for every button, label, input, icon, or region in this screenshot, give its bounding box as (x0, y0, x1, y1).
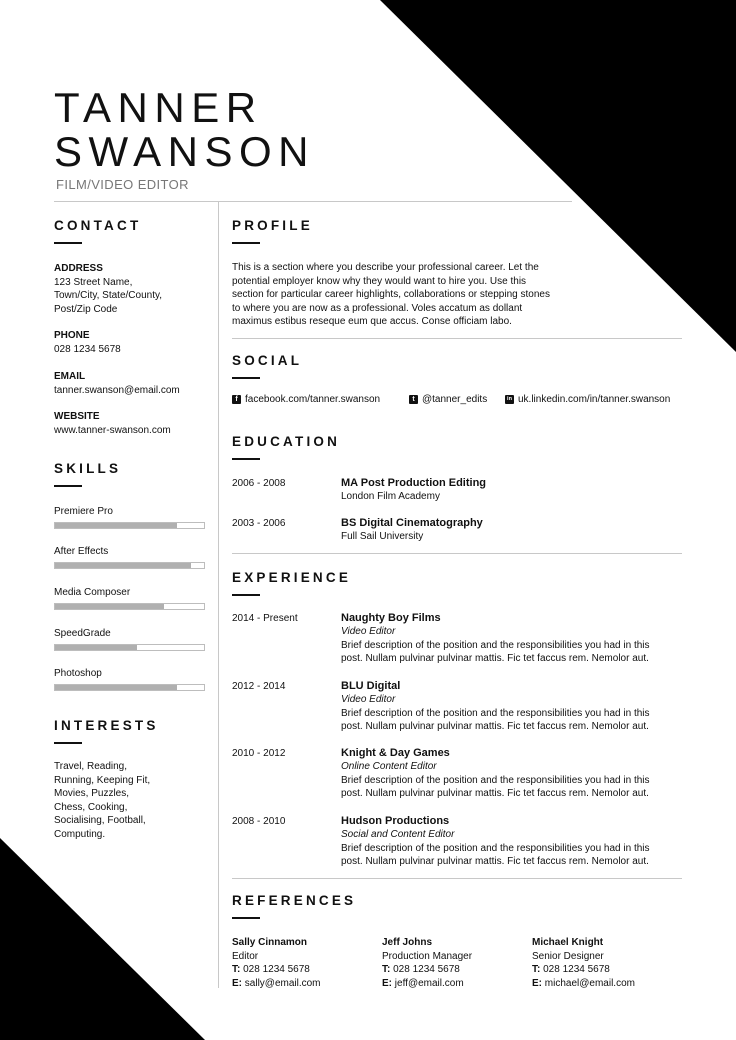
skill-item (54, 627, 205, 651)
references-heading: REFERENCES (232, 893, 357, 908)
reference-phone (232, 963, 321, 977)
reference-phone (532, 963, 635, 977)
column-divider (218, 201, 219, 988)
reference-phone-value: 028 1234 5678 (243, 964, 310, 975)
section-divider (232, 878, 682, 879)
education-school: London Film Academy (341, 491, 440, 502)
reference-card (532, 936, 635, 990)
experience-description: Brief description of the position and the responsibilities you had in this post. Nullam pulvinar pulvinar mattis. Fic tet faccus rem. Nemolor aut. (341, 707, 650, 733)
education-degree: BS Digital Cinematography (341, 517, 483, 529)
education-degree: MA Post Production Editing (341, 477, 487, 489)
contact-heading: CONTACT (54, 218, 142, 233)
reference-email-value[interactable]: jeff@email.com (394, 977, 464, 989)
experience-role: Video Editor (341, 626, 396, 637)
reference-title: Editor (232, 950, 259, 962)
experience-description: Brief description of the position and the responsibilities you had in this post. Nullam pulvinar pulvinar mattis. Fic tet faccus rem. Nemolor aut. (341, 639, 650, 665)
skills-heading-underline (54, 485, 82, 487)
reference-card (232, 936, 321, 990)
interests-list: Travel, Reading, Running, Keeping Fit, Movies, Puzzles, Chess, Cooking, Socialising, Football, Computing. (54, 761, 151, 840)
phone-value: 028 1234 5678 (54, 343, 121, 355)
skill-bar (54, 644, 205, 651)
experience-company: Naughty Boy Films (341, 612, 441, 624)
skill-bar (54, 603, 205, 610)
reference-email-value[interactable]: sally@email.com (244, 977, 321, 989)
education-dates: 2006 - 2008 (232, 478, 286, 489)
skill-name: Premiere Pro (54, 506, 113, 517)
reference-name: Jeff Johns (382, 937, 433, 948)
job-title: FILM/VIDEO EDITOR (56, 177, 189, 192)
social-heading: SOCIAL (232, 353, 303, 368)
experience-heading-underline (232, 594, 260, 596)
experience-details (341, 746, 671, 801)
skill-item (54, 586, 205, 610)
skill-bar-fill (55, 685, 177, 690)
reference-email-value[interactable]: michael@email.com (544, 977, 635, 989)
phone-prefix: T: (532, 964, 541, 975)
phone-prefix: T: (232, 964, 241, 975)
bottom-left-triangle (0, 838, 205, 1040)
address-value: 123 Street Name, Town/City, State/County, Post/Zip Code (54, 276, 163, 315)
skill-bar-fill (55, 645, 137, 650)
social-facebook[interactable] (232, 394, 380, 405)
skill-bar (54, 562, 205, 569)
contact-heading-underline (54, 242, 82, 244)
experience-dates: 2012 - 2014 (232, 681, 286, 692)
experience-company: BLU Digital (341, 680, 401, 692)
experience-dates: 2014 - Present (232, 613, 298, 624)
reference-email (382, 977, 472, 991)
skill-item (54, 545, 205, 569)
profile-text: This is a section where you describe your professional career. Let the potential employer know why they would want to hire you. Use this section for particular career highlights, collaborations or stepping stones to where you are now as a professional. Voles accatum as dollant maximus estibus reseque eum que accus. Conse officiam labo. (232, 262, 550, 328)
reference-name: Sally Cinnamon (232, 937, 308, 948)
skill-name: After Effects (54, 546, 109, 557)
candidate-name (54, 86, 315, 174)
experience-heading: EXPERIENCE (232, 570, 352, 585)
social-twitter[interactable] (409, 394, 487, 405)
contact-phone (54, 329, 121, 356)
experience-dates: 2010 - 2012 (232, 748, 286, 759)
reference-phone-value: 028 1234 5678 (543, 964, 610, 975)
reference-email (532, 977, 635, 991)
experience-details (341, 611, 671, 666)
social-linkedin[interactable] (505, 394, 670, 405)
reference-email (232, 977, 321, 991)
education-school: Full Sail University (341, 531, 424, 542)
profile-heading-underline (232, 242, 260, 244)
education-dates: 2003 - 2006 (232, 518, 286, 529)
reference-title: Senior Designer (532, 950, 604, 962)
skill-bar (54, 522, 205, 529)
skill-name: Media Composer (54, 587, 131, 598)
reference-title: Production Manager (382, 950, 473, 962)
education-heading: EDUCATION (232, 434, 341, 449)
experience-role: Video Editor (341, 694, 396, 705)
education-heading-underline (232, 458, 260, 460)
skill-bar (54, 684, 205, 691)
contact-website (54, 410, 171, 437)
email-label: EMAIL (54, 371, 86, 382)
skill-name: Photoshop (54, 668, 102, 679)
linkedin-icon: in (505, 395, 514, 404)
experience-details (341, 814, 671, 869)
header-divider (54, 201, 572, 202)
facebook-link[interactable]: facebook.com/tanner.swanson (245, 394, 381, 405)
references-heading-underline (232, 917, 260, 919)
experience-role: Social and Content Editor (341, 829, 455, 840)
experience-details (341, 679, 671, 734)
profile-heading: PROFILE (232, 218, 313, 233)
twitter-link[interactable]: @tanner_edits (422, 394, 488, 405)
skill-bar-fill (55, 563, 191, 568)
experience-role: Online Content Editor (341, 761, 437, 772)
social-heading-underline (232, 377, 260, 379)
education-details (341, 516, 671, 544)
experience-dates: 2008 - 2010 (232, 816, 286, 827)
website-value[interactable]: www.tanner-swanson.com (54, 424, 171, 436)
first-name: TANNER (54, 84, 263, 131)
email-prefix: E: (532, 977, 542, 989)
address-label: ADDRESS (54, 263, 103, 274)
education-details (341, 476, 671, 504)
email-value[interactable]: tanner.swanson@email.com (54, 384, 180, 396)
reference-phone-value: 028 1234 5678 (393, 964, 460, 975)
contact-address (54, 262, 162, 316)
last-name: SWANSON (54, 128, 315, 175)
linkedin-link[interactable]: uk.linkedin.com/in/tanner.swanson (518, 394, 671, 405)
section-divider (232, 338, 682, 339)
email-prefix: E: (232, 977, 242, 989)
phone-label: PHONE (54, 330, 90, 341)
experience-description: Brief description of the position and the responsibilities you had in this post. Nullam pulvinar pulvinar mattis. Fic tet faccus rem. Nemolor aut. (341, 842, 650, 868)
reference-name: Michael Knight (532, 937, 604, 948)
skill-bar-fill (55, 523, 177, 528)
experience-company: Knight & Day Games (341, 747, 450, 759)
interests-heading-underline (54, 742, 82, 744)
facebook-icon: f (232, 395, 241, 404)
skill-bar-fill (55, 604, 164, 609)
skill-name: SpeedGrade (54, 628, 111, 639)
phone-prefix: T: (382, 964, 391, 975)
twitter-icon: t (409, 395, 418, 404)
interests-heading: INTERESTS (54, 718, 159, 733)
experience-company: Hudson Productions (341, 815, 450, 827)
website-label: WEBSITE (54, 411, 100, 422)
section-divider (232, 553, 682, 554)
reference-phone (382, 963, 472, 977)
contact-email (54, 370, 180, 397)
skill-item (54, 505, 205, 529)
skill-item (54, 667, 205, 691)
experience-description: Brief description of the position and the responsibilities you had in this post. Nullam pulvinar pulvinar mattis. Fic tet faccus rem. Nemolor aut. (341, 774, 650, 800)
skills-heading: SKILLS (54, 461, 122, 476)
reference-card (382, 936, 472, 990)
email-prefix: E: (382, 977, 392, 989)
